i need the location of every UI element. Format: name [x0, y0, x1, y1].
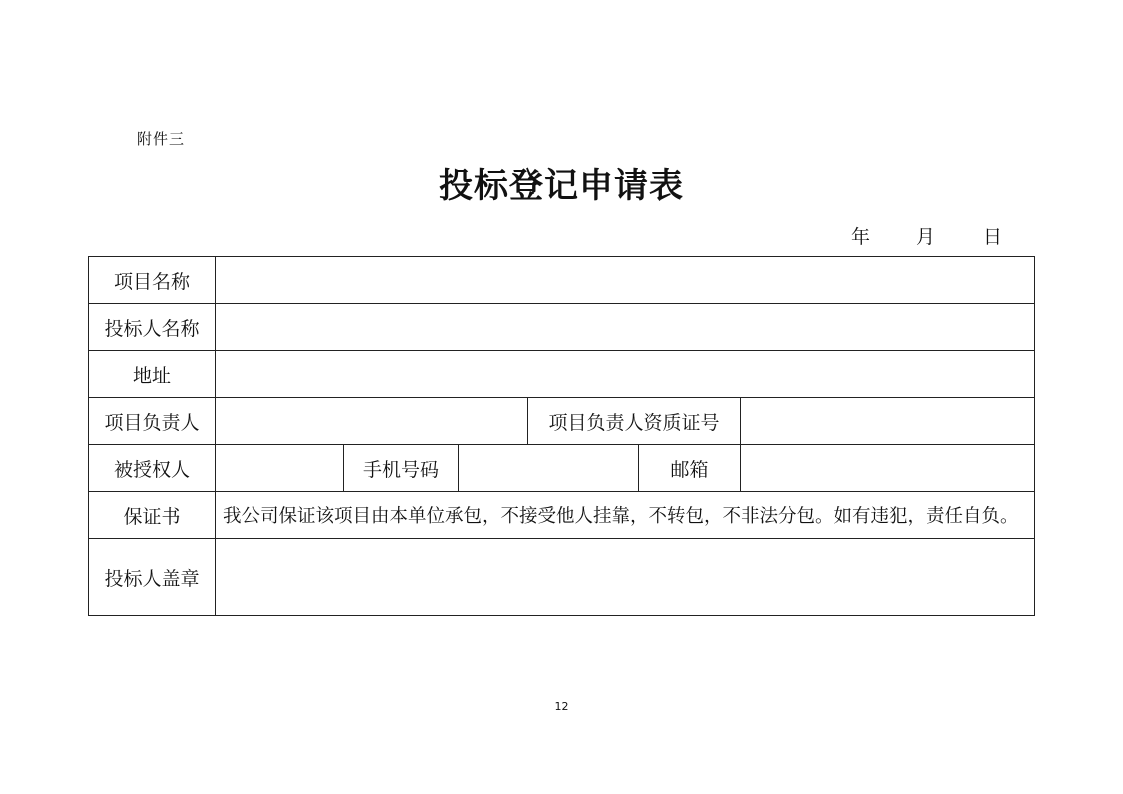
phone-field[interactable] — [459, 445, 639, 492]
form-row-guarantee — [89, 492, 1035, 539]
authorized-person-field[interactable] — [216, 445, 344, 492]
seal-field[interactable] — [216, 539, 1035, 616]
page-number: 12 — [554, 700, 569, 713]
email-label: 邮箱 — [639, 445, 741, 492]
date-year-label: 年 — [851, 226, 871, 248]
project-name-label: 项目名称 — [89, 257, 216, 304]
date-day-label: 日 — [983, 226, 1003, 248]
project-name-field[interactable] — [216, 257, 1035, 304]
form-row-address — [89, 351, 1035, 398]
guarantee-label: 保证书 — [89, 492, 216, 539]
form-row-project-manager — [89, 398, 1035, 445]
form-row-authorized-person — [89, 445, 1035, 492]
project-manager-field[interactable] — [216, 398, 528, 445]
form-row-bidder-name — [89, 304, 1035, 351]
form-row-project-name — [89, 257, 1035, 304]
authorized-person-label: 被授权人 — [89, 445, 216, 492]
manager-cert-label: 项目负责人资质证号 — [528, 398, 741, 445]
bid-registration-form — [88, 256, 1035, 616]
manager-cert-field[interactable] — [741, 398, 1035, 445]
phone-label: 手机号码 — [344, 445, 459, 492]
bidder-name-field[interactable] — [216, 304, 1035, 351]
address-field[interactable] — [216, 351, 1035, 398]
address-label: 地址 — [89, 351, 216, 398]
date-month-label: 月 — [916, 226, 936, 248]
email-field[interactable] — [741, 445, 1035, 492]
project-manager-label: 项目负责人 — [89, 398, 216, 445]
page-title: 投标登记申请表 — [439, 166, 684, 206]
form-row-seal — [89, 539, 1035, 616]
attachment-label: 附件三 — [137, 130, 186, 148]
bidder-name-label: 投标人名称 — [89, 304, 216, 351]
guarantee-text: 我公司保证该项目由本单位承包，不接受他人挂靠，不转包，不非法分包。如有违犯，责任自负。 — [216, 492, 1035, 539]
seal-label: 投标人盖章 — [89, 539, 216, 616]
